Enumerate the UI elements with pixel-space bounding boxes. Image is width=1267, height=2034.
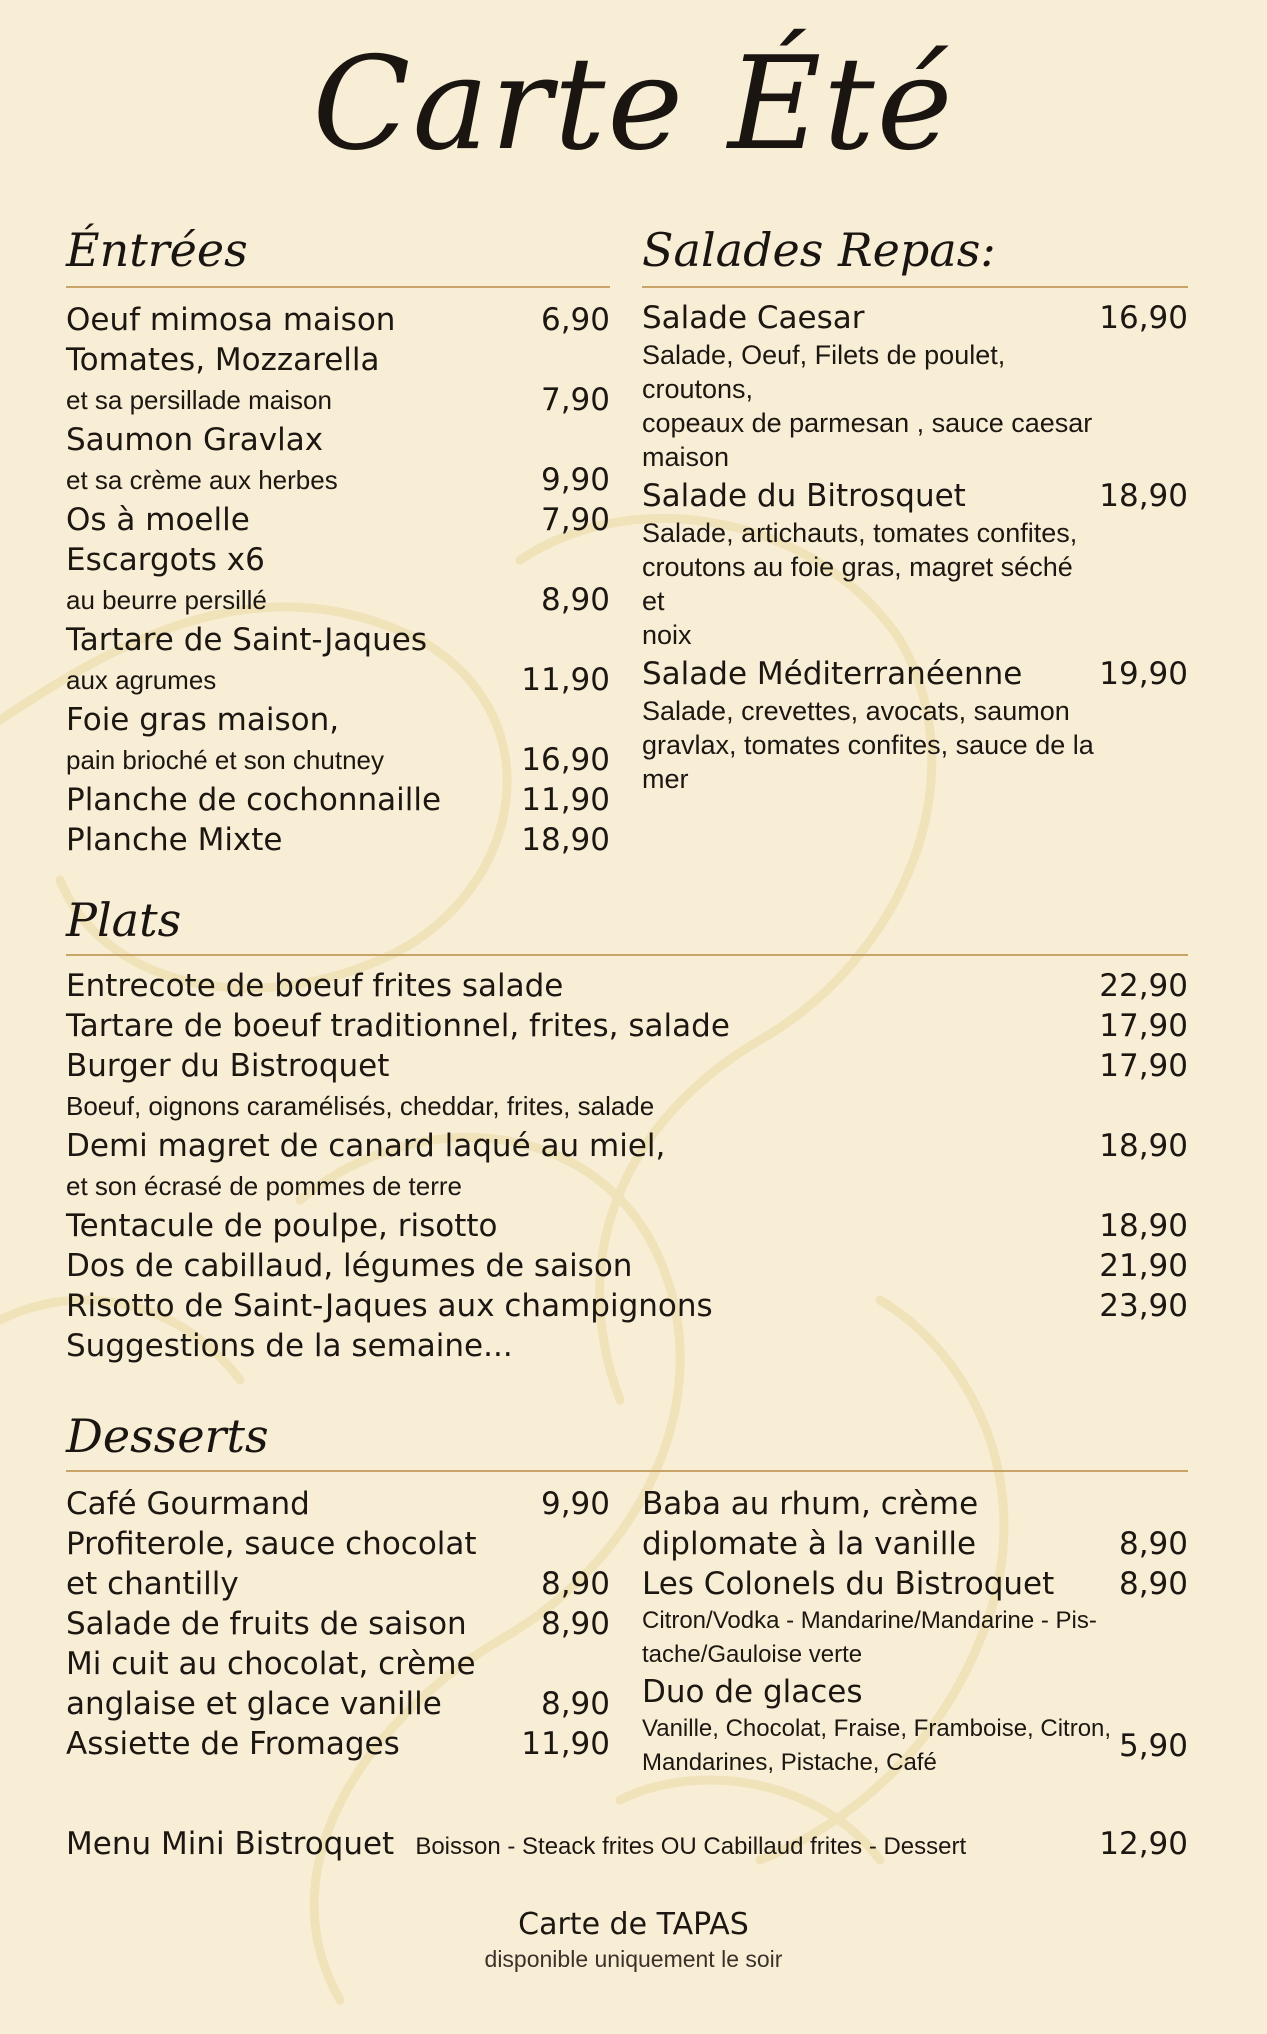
item-name: Assiette de Fromages (66, 1726, 400, 1762)
dish-item (66, 1006, 1188, 1046)
item-price: 8,90 (540, 1606, 610, 1642)
dessert-item (642, 1484, 1188, 1564)
menu-mini-name: Menu Mini Bistroquet (66, 1826, 395, 1862)
item-subtitle: et sa persillade maison (66, 385, 332, 415)
item-row (66, 1484, 610, 1524)
item-name: Demi magret de canard laqué au miel, (66, 1128, 666, 1164)
item-name: Mi cuit au chocolat, crème (66, 1646, 476, 1682)
description-line: Salade, artichauts, tomates confites, (642, 518, 1078, 548)
item-subtitle: au beurre persillé (66, 585, 267, 615)
item-row (642, 1524, 1188, 1564)
description-line: Mandarines, Pistache, Café (642, 1749, 937, 1776)
menu-item (66, 420, 610, 500)
menu-item (66, 540, 610, 620)
item-price: 17,90 (1099, 1048, 1188, 1084)
item-row (66, 1246, 1188, 1286)
item-row (66, 740, 610, 780)
item-price: 11,90 (521, 782, 610, 818)
item-row (66, 380, 610, 420)
item-row (66, 1684, 610, 1724)
salad-item (642, 654, 1188, 796)
dish-item (66, 1326, 1188, 1366)
desserts-heading: Desserts (66, 1409, 269, 1463)
item-price: 11,90 (521, 1726, 610, 1762)
item-name: Entrecote de boeuf frites salade (66, 968, 564, 1004)
menu-item (66, 780, 610, 820)
description-line: gravlax, tomates confites, sauce de la (642, 730, 1094, 760)
item-name: Salade de fruits de saison (66, 1606, 467, 1642)
menu-mini-price: 12,90 (1099, 1826, 1188, 1862)
item-price: 22,90 (1099, 968, 1188, 1004)
item-price: 6,90 (540, 302, 610, 338)
item-name: Planche de cochonnaille (66, 782, 442, 818)
item-name: diplomate à la vanille (642, 1526, 977, 1562)
menu-mini-desc: Boisson - Steack frites OU Cabillaud frites - Dessert (415, 1833, 967, 1860)
item-price: 8,90 (540, 1686, 610, 1722)
dessert-item (66, 1724, 610, 1764)
plats-rule (66, 954, 1188, 956)
item-row (66, 1206, 1188, 1246)
item-row (66, 1286, 1188, 1326)
item-subtitle: Boeuf, oignons caramélisés, cheddar, frites, salade (66, 1091, 655, 1121)
item-row (66, 460, 610, 500)
item-description (642, 338, 1102, 474)
item-name: Salade Méditerranéenne (642, 656, 1023, 692)
item-price: 9,90 (540, 1486, 610, 1522)
item-row (66, 820, 610, 860)
item-subtitle: aux agrumes (66, 665, 217, 695)
item-price: 18,90 (1099, 1128, 1188, 1164)
item-row (642, 476, 1188, 516)
entrees-rule (66, 286, 610, 288)
item-subtitle: pain brioché et son chutney (66, 745, 384, 775)
item-name: Tartare de Saint-Jaques (66, 622, 427, 658)
menu-item (66, 500, 610, 540)
item-row (66, 300, 610, 340)
salades-rule (642, 286, 1188, 288)
menu-item (66, 340, 610, 420)
item-name: Oeuf mimosa maison (66, 302, 396, 338)
item-name: Saumon Gravlax (66, 422, 324, 458)
description-line: copeaux de parmesan , sauce caesar (642, 408, 1093, 438)
item-price: 7,90 (540, 502, 610, 538)
description-line: Citron/Vodka - Mandarine/Mandarine - Pis- (642, 1607, 1097, 1634)
item-row (642, 1564, 1188, 1604)
item-name: et chantilly (66, 1566, 239, 1602)
item-description (642, 516, 1102, 652)
item-description (642, 694, 1102, 796)
plats-list (66, 966, 1188, 1366)
item-name: Burger du Bistroquet (66, 1048, 390, 1084)
item-row (66, 1126, 1188, 1166)
item-price: 11,90 (521, 662, 610, 698)
item-name: Tomates, Mozzarella (66, 342, 380, 378)
menu-item (66, 820, 610, 860)
item-row (66, 1564, 610, 1604)
plats-heading: Plats (66, 893, 182, 947)
menu-mini (66, 1824, 1188, 1864)
salad-item (642, 476, 1188, 652)
description-line: tache/Gauloise verte (642, 1641, 863, 1668)
dessert-item (642, 1672, 1188, 1780)
dessert-item (66, 1524, 610, 1604)
item-name: Suggestions de la semaine... (66, 1328, 513, 1364)
dish-item (66, 1046, 1188, 1126)
description-line: croutons au foie gras, magret séché et (642, 552, 1073, 616)
item-name: Risotto de Saint-Jaques aux champignons (66, 1288, 713, 1324)
menu-item (66, 620, 610, 700)
item-price: 9,90 (540, 462, 610, 498)
item-price: 7,90 (540, 382, 610, 418)
entrees-heading: Éntrées (66, 223, 248, 277)
item-price: 23,90 (1099, 1288, 1188, 1324)
entrees-list (66, 300, 610, 860)
dessert-item (642, 1564, 1188, 1672)
item-name: Dos de cabillaud, légumes de saison (66, 1248, 633, 1284)
item-price: 8,90 (540, 1566, 610, 1602)
item-name: Escargots x6 (66, 542, 265, 578)
dessert-item (66, 1484, 610, 1524)
item-row (66, 1724, 610, 1764)
item-name: Os à moelle (66, 502, 250, 538)
item-subtitle: et son écrasé de pommes de terre (66, 1171, 462, 1201)
salad-item (642, 298, 1188, 474)
item-row (66, 966, 1188, 1006)
item-name: Planche Mixte (66, 822, 283, 858)
item-row (642, 654, 1188, 694)
item-price: 16,90 (1099, 300, 1188, 336)
description-line: noix (642, 620, 692, 650)
item-name: Salade du Bitrosquet (642, 478, 966, 514)
desserts-rule (66, 1470, 1188, 1472)
item-row (66, 500, 610, 540)
item-row (66, 780, 610, 820)
item-price: 17,90 (1099, 1008, 1188, 1044)
dish-item (66, 966, 1188, 1006)
tapas-footer (0, 1906, 1267, 1974)
menu-item (66, 300, 610, 340)
item-description (642, 1712, 1111, 1780)
item-name: Tartare de boeuf traditionnel, frites, salade (66, 1008, 730, 1044)
item-price: 8,90 (540, 582, 610, 618)
page-title: Carte Été (312, 30, 955, 179)
tapas-subtitle: disponible uniquement le soir (484, 1946, 783, 1972)
item-name: Tentacule de poulpe, risotto (66, 1208, 498, 1244)
salades-heading: Salades Repas: (642, 223, 996, 277)
item-name: anglaise et glace vanille (66, 1686, 442, 1722)
description-line: Salade, Oeuf, Filets de poulet, croutons, (642, 340, 1006, 404)
item-price: 18,90 (1099, 478, 1188, 514)
item-name: Les Colonels du Bistroquet (642, 1566, 1055, 1602)
item-price: 8,90 (1118, 1526, 1188, 1562)
item-name: Duo de glaces (642, 1674, 863, 1710)
tapas-title: Carte de TAPAS (518, 1907, 749, 1942)
item-price: 19,90 (1099, 656, 1188, 692)
item-row (66, 1006, 1188, 1046)
dessert-item (66, 1644, 610, 1724)
item-row (66, 660, 610, 700)
item-price: 21,90 (1099, 1248, 1188, 1284)
dessert-item (66, 1604, 610, 1644)
salades-list (642, 298, 1188, 798)
item-row (66, 580, 610, 620)
item-row (66, 1604, 610, 1644)
dish-item (66, 1126, 1188, 1206)
item-price: 8,90 (1118, 1566, 1188, 1602)
description-line: Salade, crevettes, avocats, saumon (642, 696, 1070, 726)
item-subtitle: et sa crème aux herbes (66, 465, 338, 495)
item-row (642, 298, 1188, 338)
item-description (642, 1604, 1188, 1672)
desserts-left-list (66, 1484, 610, 1764)
item-name: Profiterole, sauce chocolat (66, 1526, 477, 1562)
item-name: Salade Caesar (642, 300, 865, 336)
item-price: 5,90 (1118, 1728, 1188, 1764)
description-line: mer (642, 764, 689, 794)
dish-item (66, 1206, 1188, 1246)
item-name: Baba au rhum, crème (642, 1486, 979, 1522)
menu-item (66, 700, 610, 780)
item-row (66, 1046, 1188, 1086)
item-name: Foie gras maison, (66, 702, 340, 738)
description-line: maison (642, 442, 730, 472)
item-row (66, 1326, 1188, 1366)
item-price: 16,90 (521, 742, 610, 778)
item-price: 18,90 (521, 822, 610, 858)
dish-item (66, 1286, 1188, 1326)
item-row (642, 1712, 1188, 1780)
desserts-right-list (642, 1484, 1188, 1780)
item-name: Café Gourmand (66, 1486, 310, 1522)
description-line: Vanille, Chocolat, Fraise, Framboise, Citron, (642, 1715, 1112, 1742)
dish-item (66, 1246, 1188, 1286)
item-price: 18,90 (1099, 1208, 1188, 1244)
